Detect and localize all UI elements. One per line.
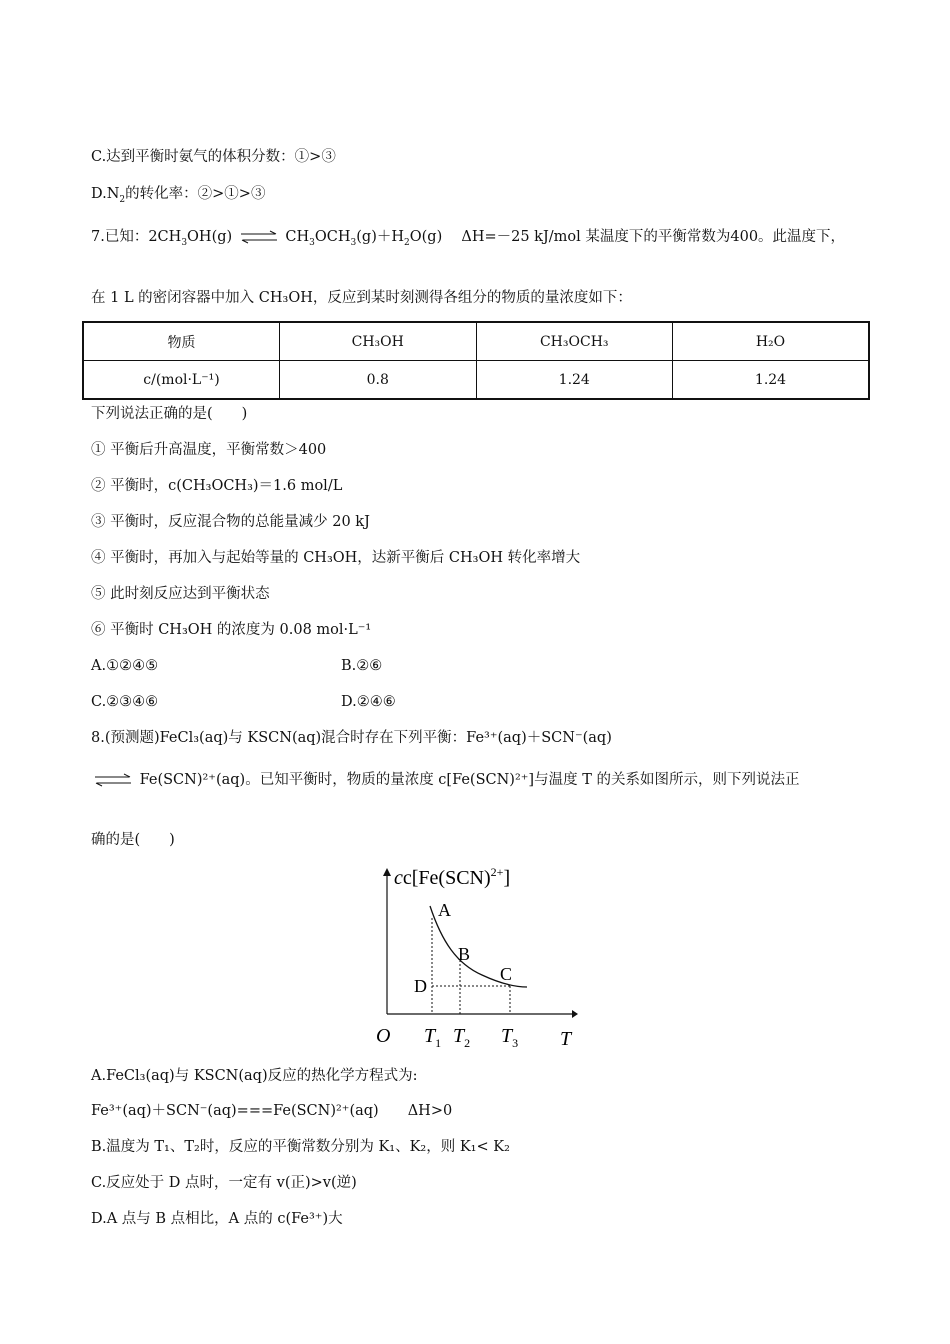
tick-label-t3: $T_3$ xyxy=(501,1025,519,1050)
point-d-label: D xyxy=(414,976,427,996)
q7-stem-part: (g)＋H xyxy=(356,229,405,245)
q7-option-c: C.②③④⑥ xyxy=(91,694,159,710)
q7-stem-part: OH(g) xyxy=(187,229,233,245)
q7-option-b: B.②⑥ xyxy=(341,658,383,674)
q8-stem-line2 xyxy=(91,770,799,790)
concentration-temperature-graph xyxy=(372,862,582,1054)
q8-stem-line3: 确的是( ) xyxy=(91,832,175,848)
q7-stem-part: CH xyxy=(285,229,310,245)
q8-option-d: D.A 点与 B 点相比，A 点的 c(Fe³⁺)大 xyxy=(91,1211,343,1227)
q8-option-c: C.反应处于 D 点时，一定有 v(正)>v(逆) xyxy=(91,1175,357,1191)
q8-option-a-line1: A.FeCl₃(aq)与 KSCN(aq)反应的热化学方程式为: xyxy=(91,1068,418,1084)
q7-stem-part: O(g) ΔH=－25 kJ/mol 某温度下的平衡常数为400。此温度下， xyxy=(409,229,846,245)
q7-stem-sub: 2 xyxy=(404,237,410,248)
q7-question: 下列说法正确的是( ) xyxy=(91,406,248,422)
q7-stem-sub: 3 xyxy=(181,237,188,248)
tick-label-t2: $T_2$ xyxy=(453,1025,471,1050)
y-axis-label: cc[Fe(SCN)$^{2+}$] xyxy=(394,865,511,889)
y-axis-arrow-icon xyxy=(383,868,391,876)
table-cell: 1.24 xyxy=(673,361,870,400)
x-axis-label: T xyxy=(560,1028,572,1050)
q6-option-d-sub: 2 xyxy=(119,194,126,205)
q8-option-a-line2: Fe³⁺(aq)＋SCN⁻(aq)===Fe(SCN)²⁺(aq) ΔH>0 xyxy=(91,1103,453,1119)
q7-stem-sub: 3 xyxy=(309,237,315,248)
q6-option-d-post: 的转化率：②>①>③ xyxy=(125,186,266,202)
table-header-cell: H₂O xyxy=(673,322,870,361)
q7-context: 在 1 L 的密闭容器中加入 CH₃OH，反应到某时刻测得各组分的物质的量浓度如下： xyxy=(91,290,632,306)
table-cell: 0.8 xyxy=(280,361,477,400)
table-header-row xyxy=(83,322,869,361)
equilibrium-arrow-icon xyxy=(239,229,279,245)
table-cell: c/(mol·L⁻¹) xyxy=(83,361,280,400)
q7-item-1: ① 平衡后升高温度，平衡常数＞400 xyxy=(91,442,327,458)
q7-stem-part: OCH xyxy=(314,229,351,245)
point-a-label: A xyxy=(438,900,451,920)
q6-option-d xyxy=(91,184,265,204)
x-axis-arrow-icon xyxy=(572,1010,578,1018)
table-row xyxy=(83,361,869,400)
q7-item-5: ⑤ 此时刻反应达到平衡状态 xyxy=(91,586,270,602)
q7-option-a: A.①②④⑤ xyxy=(91,658,159,674)
table-cell: 1.24 xyxy=(476,361,673,400)
origin-label: O xyxy=(376,1025,391,1047)
q7-stem-sub: 3 xyxy=(350,237,357,248)
q7-option-d: D.②④⑥ xyxy=(341,694,396,710)
point-c-label: C xyxy=(500,964,513,984)
tick-label-t1: $T_1$ xyxy=(424,1025,442,1050)
q7-item-6: ⑥ 平衡时 CH₃OH 的浓度为 0.08 mol·L⁻¹ xyxy=(91,622,372,638)
q6-option-d-pre: D.N xyxy=(91,186,120,202)
equilibrium-arrow-icon xyxy=(93,772,133,788)
q6-option-c: C.达到平衡时氨气的体积分数：①>③ xyxy=(91,149,336,165)
point-b-label: B xyxy=(458,944,471,964)
q7-item-4: ④ 平衡时，再加入与起始等量的 CH₃OH，达新平衡后 CH₃OH 转化率增大 xyxy=(91,550,581,566)
q7-item-3: ③ 平衡时，反应混合物的总能量减少 20 kJ xyxy=(91,514,370,530)
q8-stem-line1: 8.(预测题)FeCl₃(aq)与 KSCN(aq)混合时存在下列平衡：Fe³⁺(aq)＋SCN⁻(aq) xyxy=(91,730,612,746)
table-header-cell: 物质 xyxy=(83,322,280,361)
q8-option-b: B.温度为 T₁、T₂时，反应的平衡常数分别为 K₁、K₂，则 K₁< K₂ xyxy=(91,1139,510,1155)
q7-item-2: ② 平衡时，c(CH₃OCH₃)＝1.6 mol/L xyxy=(91,478,343,494)
q8-stem-line2-text: Fe(SCN)²⁺(aq)。已知平衡时，物质的量浓度 c[Fe(SCN)²⁺]与温度 T 的关系如图所示，则下列说法正 xyxy=(139,772,800,788)
q7-stem xyxy=(91,227,845,247)
table-header-cell: CH₃OH xyxy=(280,322,477,361)
concentration-table xyxy=(82,321,870,400)
q7-stem-part: 7.已知：2CH xyxy=(91,229,182,245)
table-header-cell: CH₃OCH₃ xyxy=(476,322,673,361)
